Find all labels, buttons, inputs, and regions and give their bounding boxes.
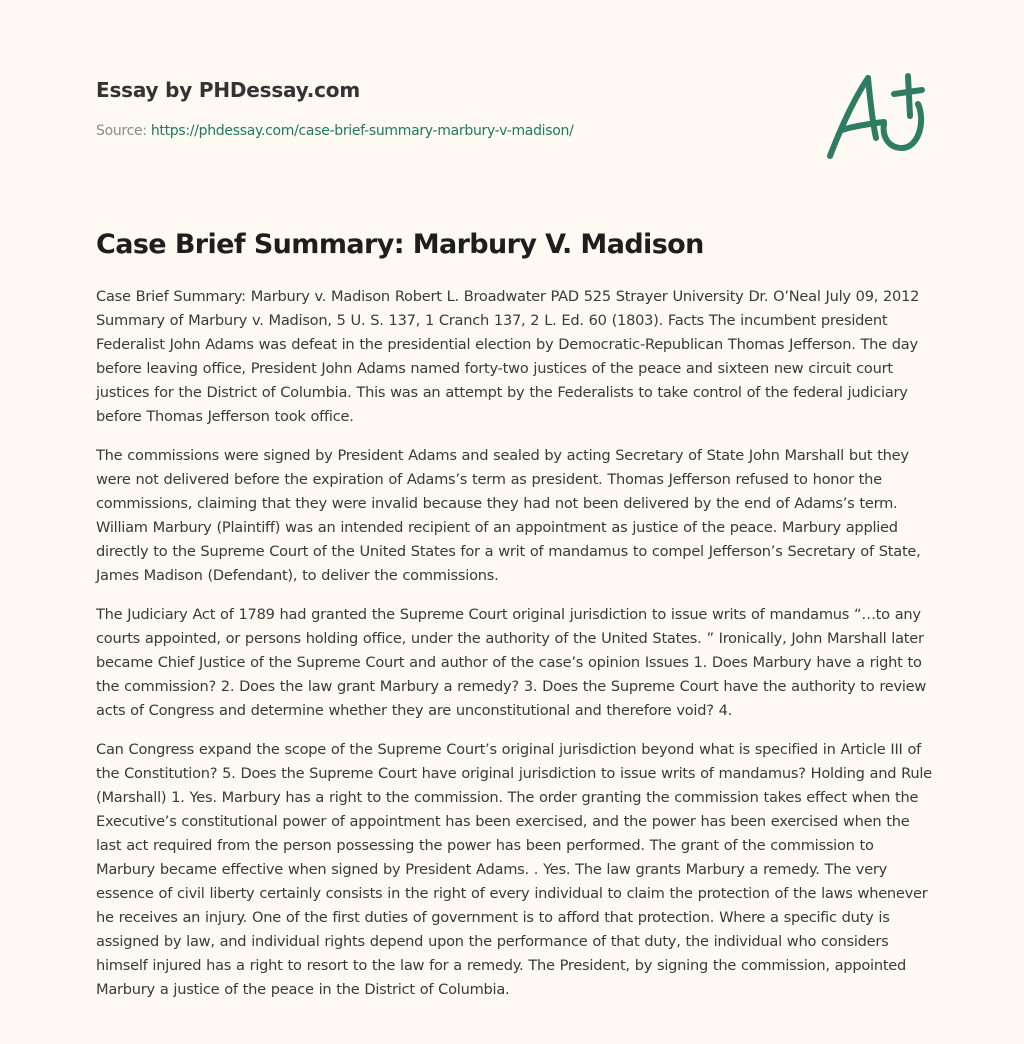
article-paragraph: Can Congress expand the scope of the Supreme Court’s original jurisdiction beyond what is specified in Article III of the Constitution? 5. Does the Supreme Court have original jurisdiction to issue writs of mandamus? Holding and Rule (Marshall) 1. Yes. Marbury has a right to the commission. The order granting the commission takes effect when the Executive’s constitutional power of appointment has been exercised, and the power has been exercised when the last act required from the person possessing the power has been performed. The grant of the commission to Marbury became effective when signed by President Adams. . Yes. The law grants Marbury a remedy. The very essence of civil liberty certainly consists in the right of every individual to claim the protection of the laws whenever he receives an injury. One of the first duties of government is to afford that protection. Where a specific duty is assigned by law, and individual rights depend upon the performance of that duty, the individual who considers himself injured has a right to resort to the law for a remedy. The President, by signing the commission, appointed Marbury a justice of the peace in the District of Columbia. — [96, 741, 932, 998]
article-paragraph: The Judiciary Act of 1789 had granted the Supreme Court original jurisdiction to issue writs of mandamus “…to any courts appointed, or persons holding office, under the authority of the United States. ” Ironically, John Marshall later became Chief Justice of the Supreme Court and author of the case’s opinion Issues 1. Does Marbury have a right to the commission? 2. Does the law grant Marbury a remedy? 3. Does the Supreme Court have the authority to review acts of Congress and determine whether they are unconstitutional and therefore void? 4. — [96, 606, 927, 719]
article-paragraph: The commissions were signed by President Adams and sealed by acting Secretary of State John Marshall but they were not delivered before the expiration of Adams’s term as president. Thomas Jefferson refused to honor the commissions, claiming that they were invalid because they had not been delivered by the end of Adams’s term. William Marbury (Plaintiff) was an intended recipient of an appointment as justice of the peace. Marbury applied directly to the Supreme Court of the United States for a writ of mandamus to compel Jefferson’s Secretary of State, James Madison (Defendant), to deliver the commissions. — [96, 447, 921, 584]
source-line — [96, 122, 796, 140]
article — [96, 226, 932, 1017]
page-title: Case Brief Summary: Marbury V. Madison — [96, 229, 704, 260]
source-link[interactable]: https://phdessay.com/case-brief-summary-marbury-v-madison/ — [150, 123, 574, 139]
article-paragraph: Case Brief Summary: Marbury v. Madison Robert L. Broadwater PAD 525 Strayer University Dr. O’Neal July 09, 2012 Summary of Marbury v. Madison, 5 U. S. 137, 1 Cranch 137, 2 L. Ed. 60 (1803). Facts The incumbent president Federalist John Adams was defeat in the presidential election by Democratic-Republican Thomas Jefferson. The day before leaving office, President John Adams named forty-two justices of the peace and sixteen new circuit court justices for the District of Columbia. This was an attempt by the Federalists to take control of the federal judiciary before Thomas Jefferson took office. — [96, 288, 920, 425]
site-header — [96, 76, 796, 140]
a-plus-grade-icon — [822, 68, 932, 164]
site-title: Essay by PHDessay.com — [96, 78, 360, 102]
source-label: Source: — [96, 123, 147, 139]
